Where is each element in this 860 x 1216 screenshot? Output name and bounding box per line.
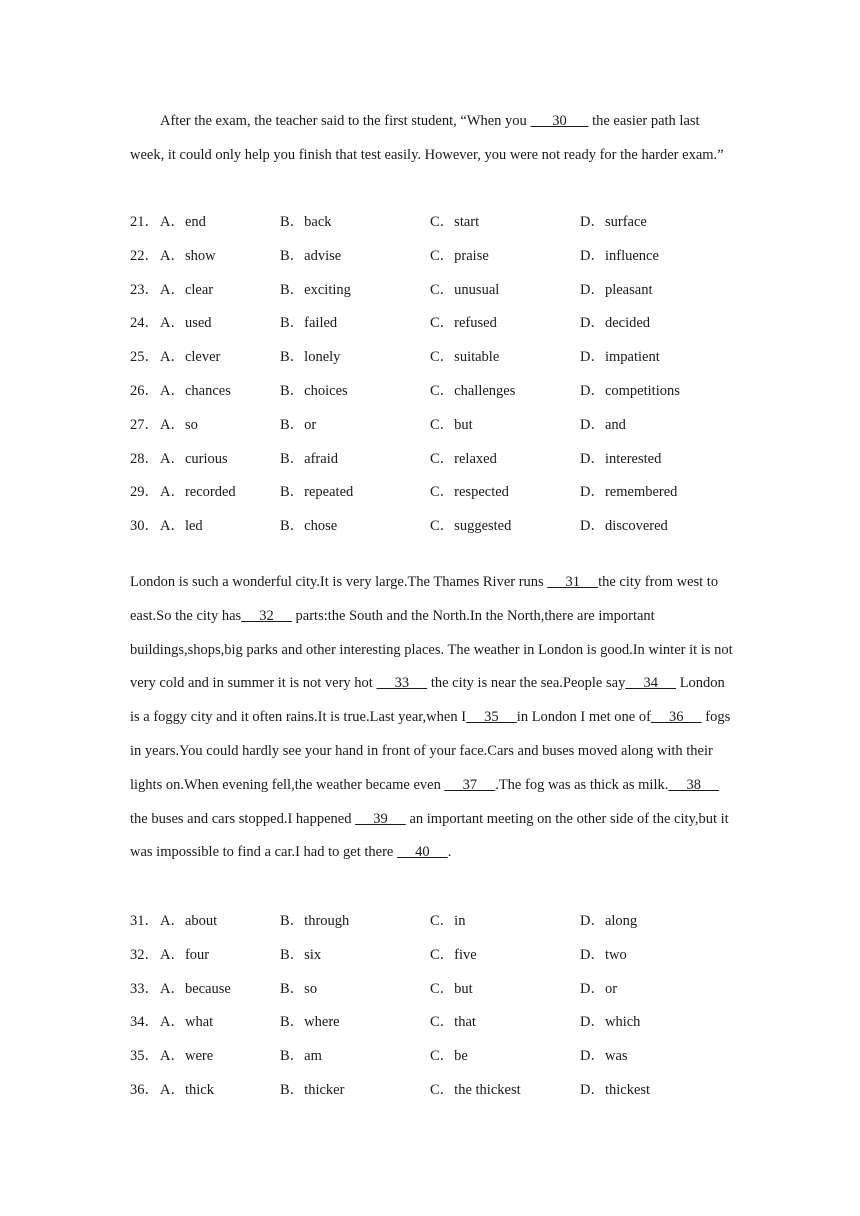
passage-text: London is a foggy city and it often rains.It is true.Last year,when I xyxy=(130,675,725,726)
question-row xyxy=(130,375,750,409)
option-b: B．through xyxy=(280,913,350,929)
blank-36: 36 xyxy=(650,709,702,726)
option-d: D．competitions xyxy=(580,382,680,399)
question-row xyxy=(130,939,750,973)
option-d: D．discovered xyxy=(580,518,668,535)
option-d: D．interested xyxy=(580,450,662,467)
question-row xyxy=(130,341,750,375)
option-b: B．where xyxy=(280,1014,340,1031)
option-c: C．be xyxy=(430,1048,468,1065)
option-c: C．suitable xyxy=(430,349,500,366)
passage-1 xyxy=(130,105,735,173)
passage-text: fogs in years.You could hardly see your hand in front of your face.Cars and buses moved along with their lights on.When evening fell,the weather became even xyxy=(130,709,731,793)
option-c: C．but xyxy=(430,980,473,997)
option-c: C．in xyxy=(430,913,466,929)
option-b: B．lonely xyxy=(280,349,341,366)
option-d: D．remembered xyxy=(580,484,678,501)
blank-40: 40 xyxy=(396,844,448,861)
question-row xyxy=(130,1006,750,1040)
question-number: 22． xyxy=(130,247,159,264)
question-row xyxy=(130,476,750,510)
question-row xyxy=(130,443,750,477)
passage-text: London is such a wonderful city.It is very large.The Thames River runs xyxy=(130,574,548,590)
option-c: C．start xyxy=(430,214,480,230)
option-d: D．influence xyxy=(580,247,659,264)
question-row xyxy=(130,409,750,443)
option-d: D．two xyxy=(580,946,627,963)
question-number: 34． xyxy=(130,1014,159,1031)
blank-35: 35 xyxy=(466,709,517,726)
option-c: C．suggested xyxy=(430,518,512,535)
question-number: 27． xyxy=(130,416,159,433)
blank-34: 34 xyxy=(625,675,677,692)
blank-39: 39 xyxy=(355,810,406,827)
question-number: 23． xyxy=(130,281,159,298)
option-a: A．clear xyxy=(160,281,214,298)
question-row xyxy=(130,240,750,274)
option-d: D．and xyxy=(580,416,626,433)
option-a: A．four xyxy=(160,946,210,963)
question-row xyxy=(130,1074,750,1108)
option-d: D．surface xyxy=(580,214,647,230)
option-a: A．show xyxy=(160,247,216,264)
option-c: C．but xyxy=(430,416,473,433)
option-a: A．about xyxy=(160,913,218,929)
option-a: A．so xyxy=(160,416,198,433)
option-a: A．were xyxy=(160,1048,214,1065)
option-d: D．which xyxy=(580,1014,641,1031)
passage-2 xyxy=(130,566,735,870)
option-a: A．clever xyxy=(160,349,221,366)
blank-30: 30 xyxy=(530,113,589,129)
option-c: C．relaxed xyxy=(430,450,497,467)
option-b: B．choices xyxy=(280,382,348,399)
passage-text: . xyxy=(447,844,452,861)
question-number: 24． xyxy=(130,315,159,332)
question-row xyxy=(130,1040,750,1074)
option-a: A．what xyxy=(160,1014,214,1031)
question-row xyxy=(130,307,750,341)
option-a: A．used xyxy=(160,315,212,332)
passage-text: the city from west to east.So the city has xyxy=(130,574,719,624)
option-a: A．curious xyxy=(160,450,228,467)
question-number: 29． xyxy=(130,484,159,501)
question-number: 30． xyxy=(130,518,159,535)
blank-37: 37 xyxy=(444,776,496,793)
option-c: C．unusual xyxy=(430,281,500,298)
option-d: D．pleasant xyxy=(580,281,653,298)
question-number: 36． xyxy=(130,1081,159,1098)
passage-text: in London I met one of xyxy=(516,709,651,726)
blank-33: 33 xyxy=(376,675,428,692)
passage-text: .The fog was as thick as milk. xyxy=(495,776,669,793)
option-b: B．six xyxy=(280,946,322,963)
option-b: B．exciting xyxy=(280,281,351,298)
option-d: D．thickest xyxy=(580,1081,651,1098)
blank-32: 32 xyxy=(241,607,292,624)
option-a: A．because xyxy=(160,980,231,997)
question-list-1 xyxy=(130,206,750,544)
option-c: C．refused xyxy=(430,315,497,332)
option-b: B．thicker xyxy=(280,1081,345,1098)
option-b: B．repeated xyxy=(280,484,354,501)
option-d: D．impatient xyxy=(580,349,660,366)
option-b: B．so xyxy=(280,980,318,997)
option-b: B．or xyxy=(280,416,317,433)
question-number: 32． xyxy=(130,946,159,963)
question-list-2 xyxy=(130,905,750,1108)
option-d: D．was xyxy=(580,1048,628,1065)
option-b: B．failed xyxy=(280,315,338,332)
option-a: A．chances xyxy=(160,382,231,399)
question-number: 31． xyxy=(130,913,159,929)
question-row xyxy=(130,206,750,240)
passage-text: the easier path last week, it could only help you finish that test easily. However, you were not ready for the harder exam.” xyxy=(130,113,724,163)
option-c: C．respected xyxy=(430,484,509,501)
question-number: 33． xyxy=(130,980,159,997)
option-c: C．challenges xyxy=(430,382,516,399)
question-number: 28． xyxy=(130,450,159,467)
passage-text: the buses and cars stopped.I happened xyxy=(130,810,356,827)
option-c: C．five xyxy=(430,946,477,963)
passage-text: the city is near the sea.People say xyxy=(427,675,626,692)
question-row xyxy=(130,905,750,939)
question-number: 26． xyxy=(130,382,159,399)
option-c: C．that xyxy=(430,1014,476,1031)
option-a: A．thick xyxy=(160,1081,214,1098)
option-b: B．back xyxy=(280,214,332,230)
option-c: C．the thickest xyxy=(430,1081,521,1098)
question-row xyxy=(130,973,750,1007)
option-d: D．decided xyxy=(580,315,651,332)
option-b: B．advise xyxy=(280,247,342,264)
question-row xyxy=(130,510,750,544)
option-c: C．praise xyxy=(430,247,489,264)
blank-38: 38 xyxy=(668,776,720,793)
option-d: D．or xyxy=(580,980,618,997)
question-number: 21． xyxy=(130,214,159,230)
option-a: A．led xyxy=(160,518,203,535)
option-b: B．afraid xyxy=(280,450,338,467)
option-b: B．am xyxy=(280,1048,322,1065)
passage-text: After the exam, the teacher said to the first student, “When you xyxy=(160,113,531,129)
passage-text: an important meeting on the other side of the city,but it was impossible to find a car.I had to get there xyxy=(130,810,729,861)
option-a: A．end xyxy=(160,214,206,230)
passage-text: parts:the South and the North.In the North,there are important buildings,shops,big parks and other interesting places. The weather in London is good.In winter it is not very cold and in summer it is not very hot xyxy=(130,607,733,692)
question-number: 25． xyxy=(130,349,159,366)
option-b: B．chose xyxy=(280,518,338,535)
option-a: A．recorded xyxy=(160,484,236,501)
question-row xyxy=(130,274,750,308)
question-number: 35． xyxy=(130,1048,159,1065)
blank-31: 31 xyxy=(547,574,599,590)
option-d: D．along xyxy=(580,913,638,929)
